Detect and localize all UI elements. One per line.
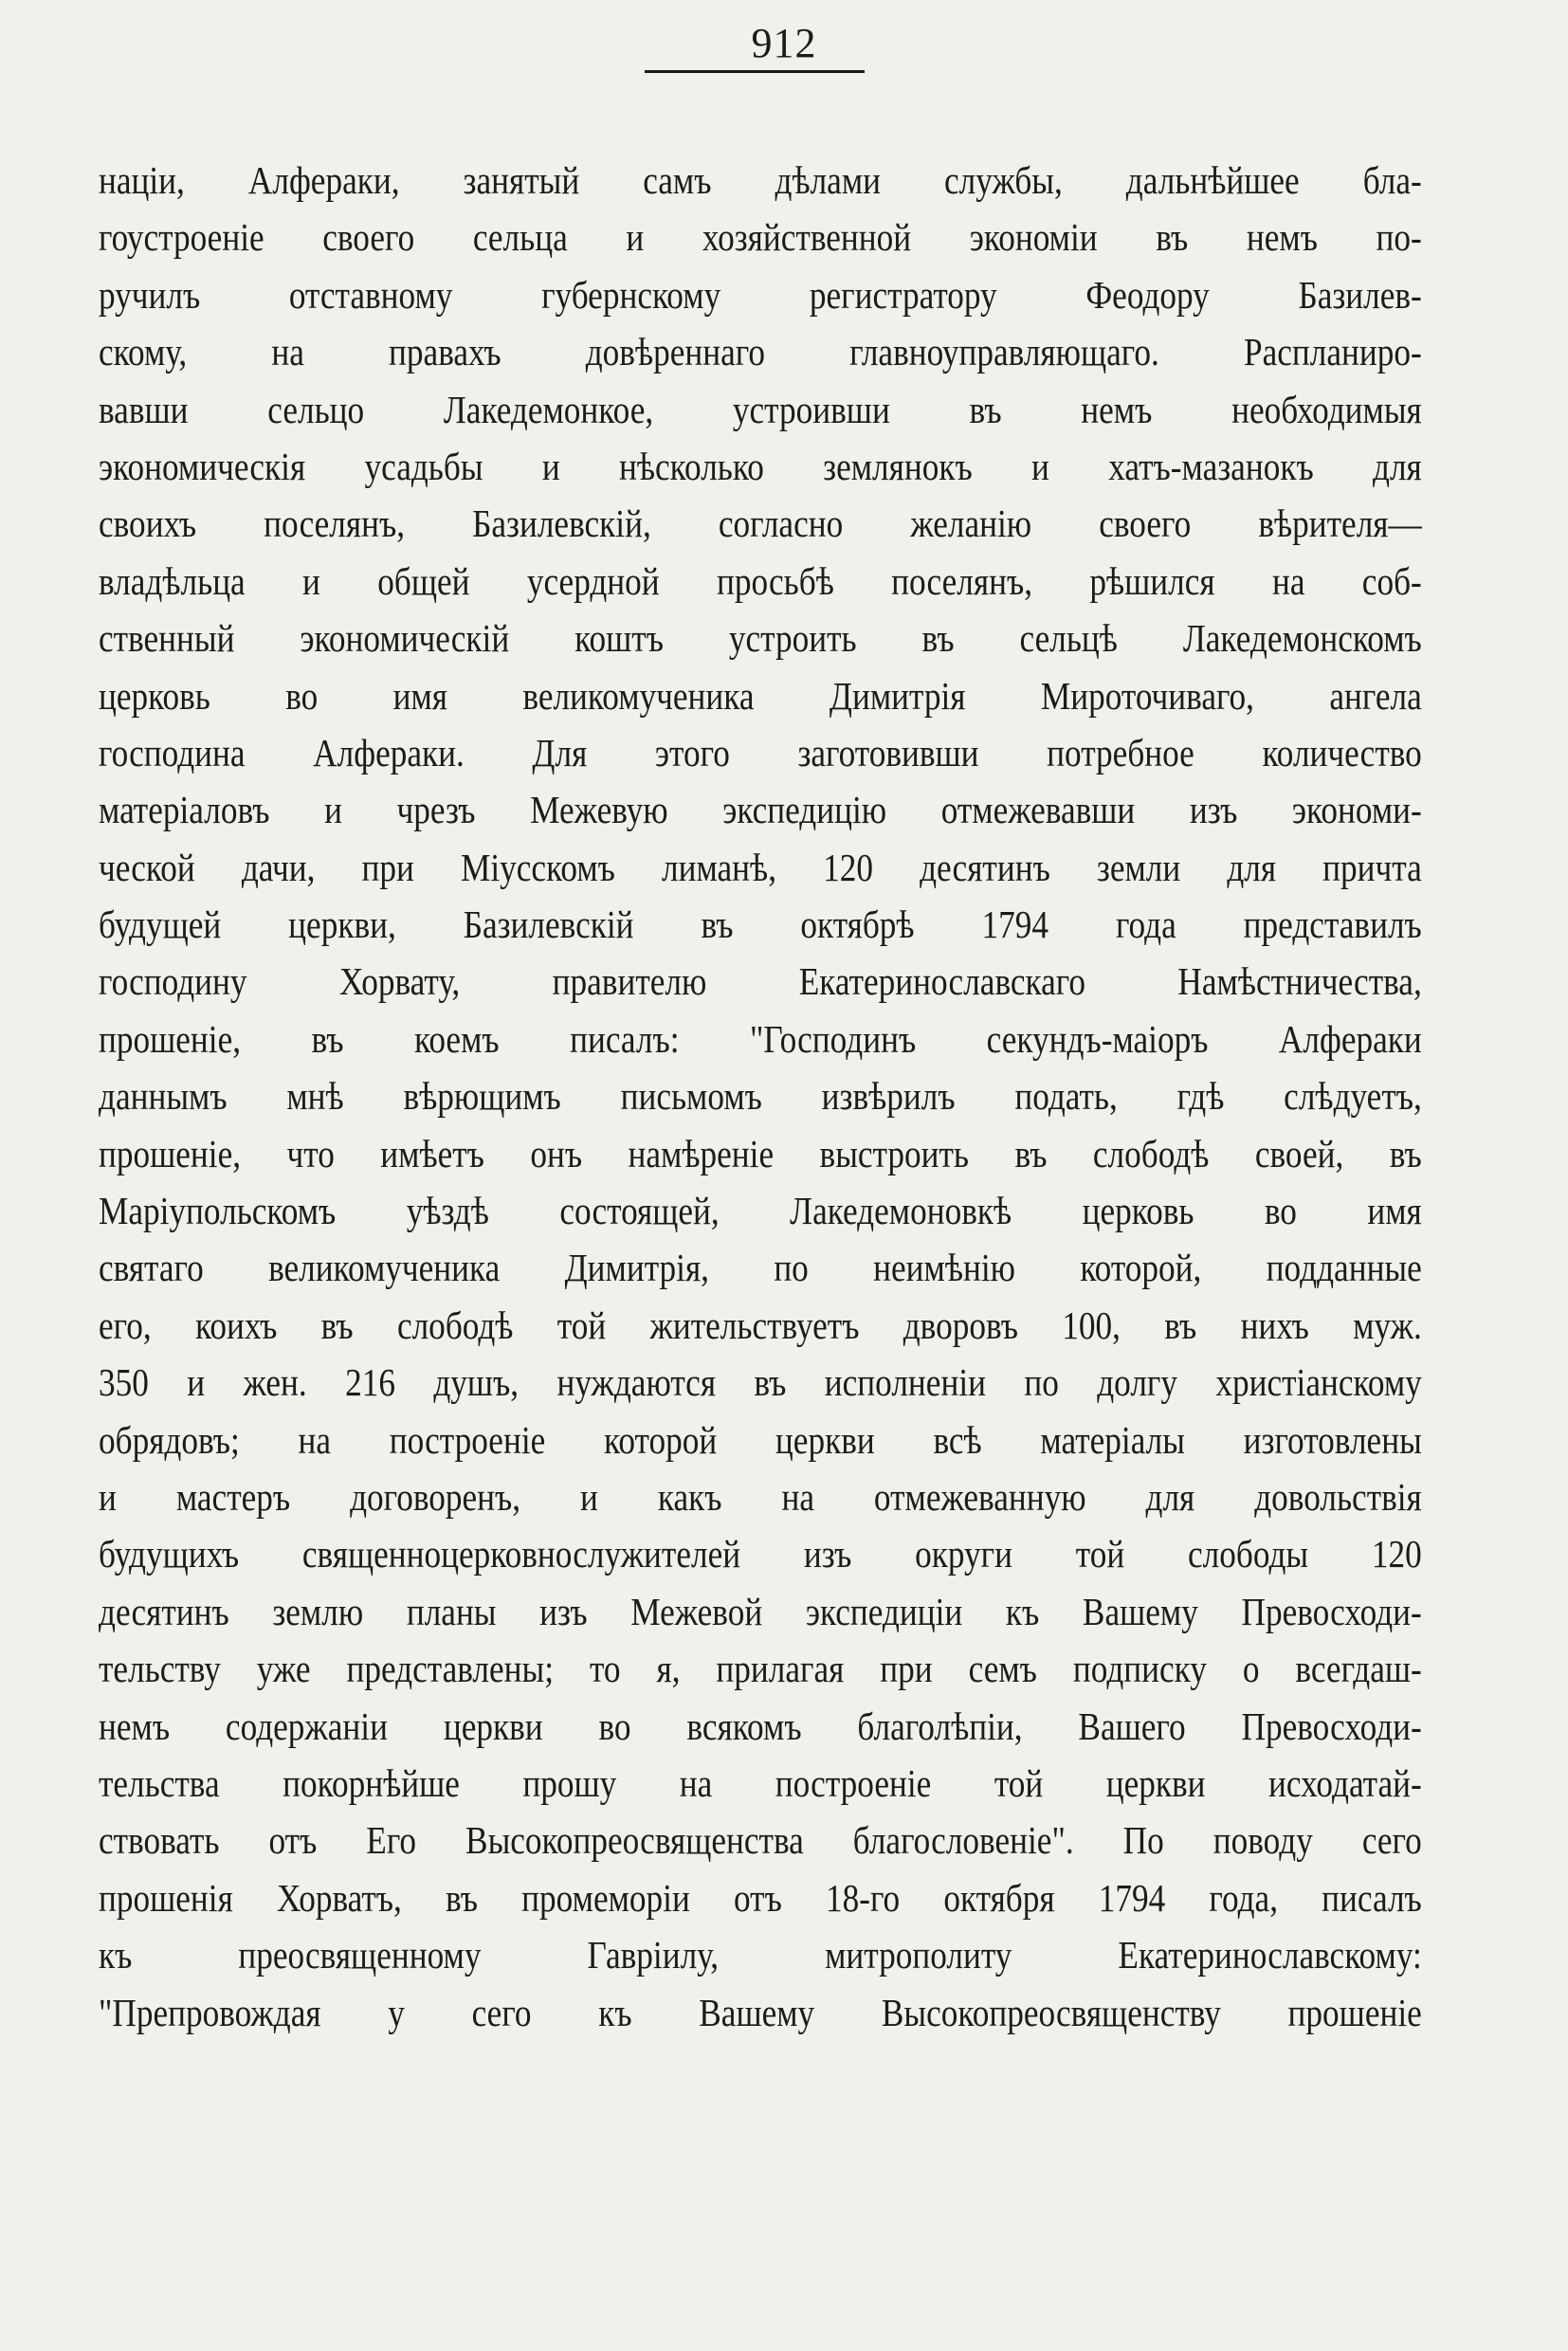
text-line: своихъ поселянъ, Базилевскій, согласно желанію своего вѣрителя— <box>99 501 1422 546</box>
text-line: вавши сельцо Лакедемонкое, устроивши въ немъ необходимыя <box>99 387 1422 431</box>
text-line: церковь во имя великомученика Димитрія Мироточиваго, ангела <box>99 673 1422 718</box>
text-line: ческой дачи, при Міусскомъ лиманѣ, 120 десятинъ земли для причта <box>99 845 1422 889</box>
text-line: прошеніе, что имѣетъ онъ намѣреніе выстроить въ слободѣ своей, въ <box>99 1131 1422 1176</box>
text-line: 350 и жен. 216 душъ, нуждаются въ исполненіи по долгу христіанскому <box>99 1360 1422 1405</box>
text-line: гоустроеніе своего сельца и хозяйственной экономіи въ немъ по- <box>99 215 1422 260</box>
text-line: націи, Алфераки, занятый самъ дѣлами службы, дальнѣйшее бла- <box>99 158 1422 202</box>
text-line: владѣльца и общей усердной просьбѣ поселянъ, рѣшился на соб- <box>99 558 1422 603</box>
text-line: ствовать отъ Его Высокопреосвященства благословеніе". По поводу сего <box>99 1818 1422 1863</box>
text-line: обрядовъ; на построеніе которой церкви всѣ матеріалы изготовлены <box>99 1417 1422 1462</box>
text-line: "Препровождая у сего къ Вашему Высокопреосвященству прошеніе <box>99 1990 1422 2034</box>
text-line: немъ содержаніи церкви во всякомъ благолѣпіи, Вашего Превосходи- <box>99 1704 1422 1748</box>
page-number: 912 <box>751 20 817 66</box>
text-line: прошенія Хорватъ, въ промеморіи отъ 18-го октября 1794 года, писалъ <box>99 1875 1422 1920</box>
text-line: прошеніе, въ коемъ писалъ: "Господинъ секундъ-маіоръ Алфераки <box>99 1016 1422 1061</box>
text-line: Маріупольскомъ уѣздѣ состоящей, Лакедемоновкѣ церковь во имя <box>99 1189 1422 1233</box>
text-line: ручилъ отставному губернскому регистратору Феодору Базилев- <box>99 272 1422 317</box>
text-line: будущей церкви, Базилевскій въ октябрѣ 1794 года представилъ <box>99 902 1422 947</box>
text-line: къ преосвященному Гавріилу, митрополиту Екатеринославскому: <box>99 1933 1422 1977</box>
text-line: ственный экономическій коштъ устроить въ сельцѣ Лакедемонскомъ <box>99 616 1422 661</box>
text-line: господину Хорвату, правителю Екатеринославскаго Намѣстничества, <box>99 959 1422 1004</box>
text-line: скому, на правахъ довѣреннаго главноуправляющаго. Распланиро- <box>99 330 1422 374</box>
text-line: будущихъ священноцерковнослужителей изъ округи той слободы 120 <box>99 1532 1422 1576</box>
text-line: тельства покорнѣйше прошу на построеніе той церкви исходатай- <box>99 1760 1422 1805</box>
text-line: святаго великомученика Димитрія, по неимѣнію которой, подданные <box>99 1246 1422 1290</box>
text-line: матеріаловъ и чрезъ Межевую экспедицію отмежевавши изъ экономи- <box>99 788 1422 832</box>
text-line: и мастеръ договоренъ, и какъ на отмежеванную для довольствія <box>99 1474 1422 1519</box>
body-text <box>99 152 1422 2041</box>
text-line: десятинъ землю планы изъ Межевой экспедиціи къ Вашему Превосходи- <box>99 1589 1422 1633</box>
header-rule <box>645 70 865 73</box>
text-line: экономическія усадьбы и нѣсколько землянокъ и хатъ-мазанокъ для <box>99 444 1422 488</box>
text-line: тельству уже представлены; то я, прилагая при семъ подписку о всегдаш- <box>99 1647 1422 1691</box>
text-line: даннымъ мнѣ вѣрющимъ письмомъ извѣрилъ подать, гдѣ слѣдуетъ, <box>99 1074 1422 1119</box>
text-line: господина Алфераки. Для этого заготовивши потребное количество <box>99 730 1422 775</box>
text-line: его, коихъ въ слободѣ той жительствуетъ дворовъ 100, въ нихъ муж. <box>99 1303 1422 1347</box>
